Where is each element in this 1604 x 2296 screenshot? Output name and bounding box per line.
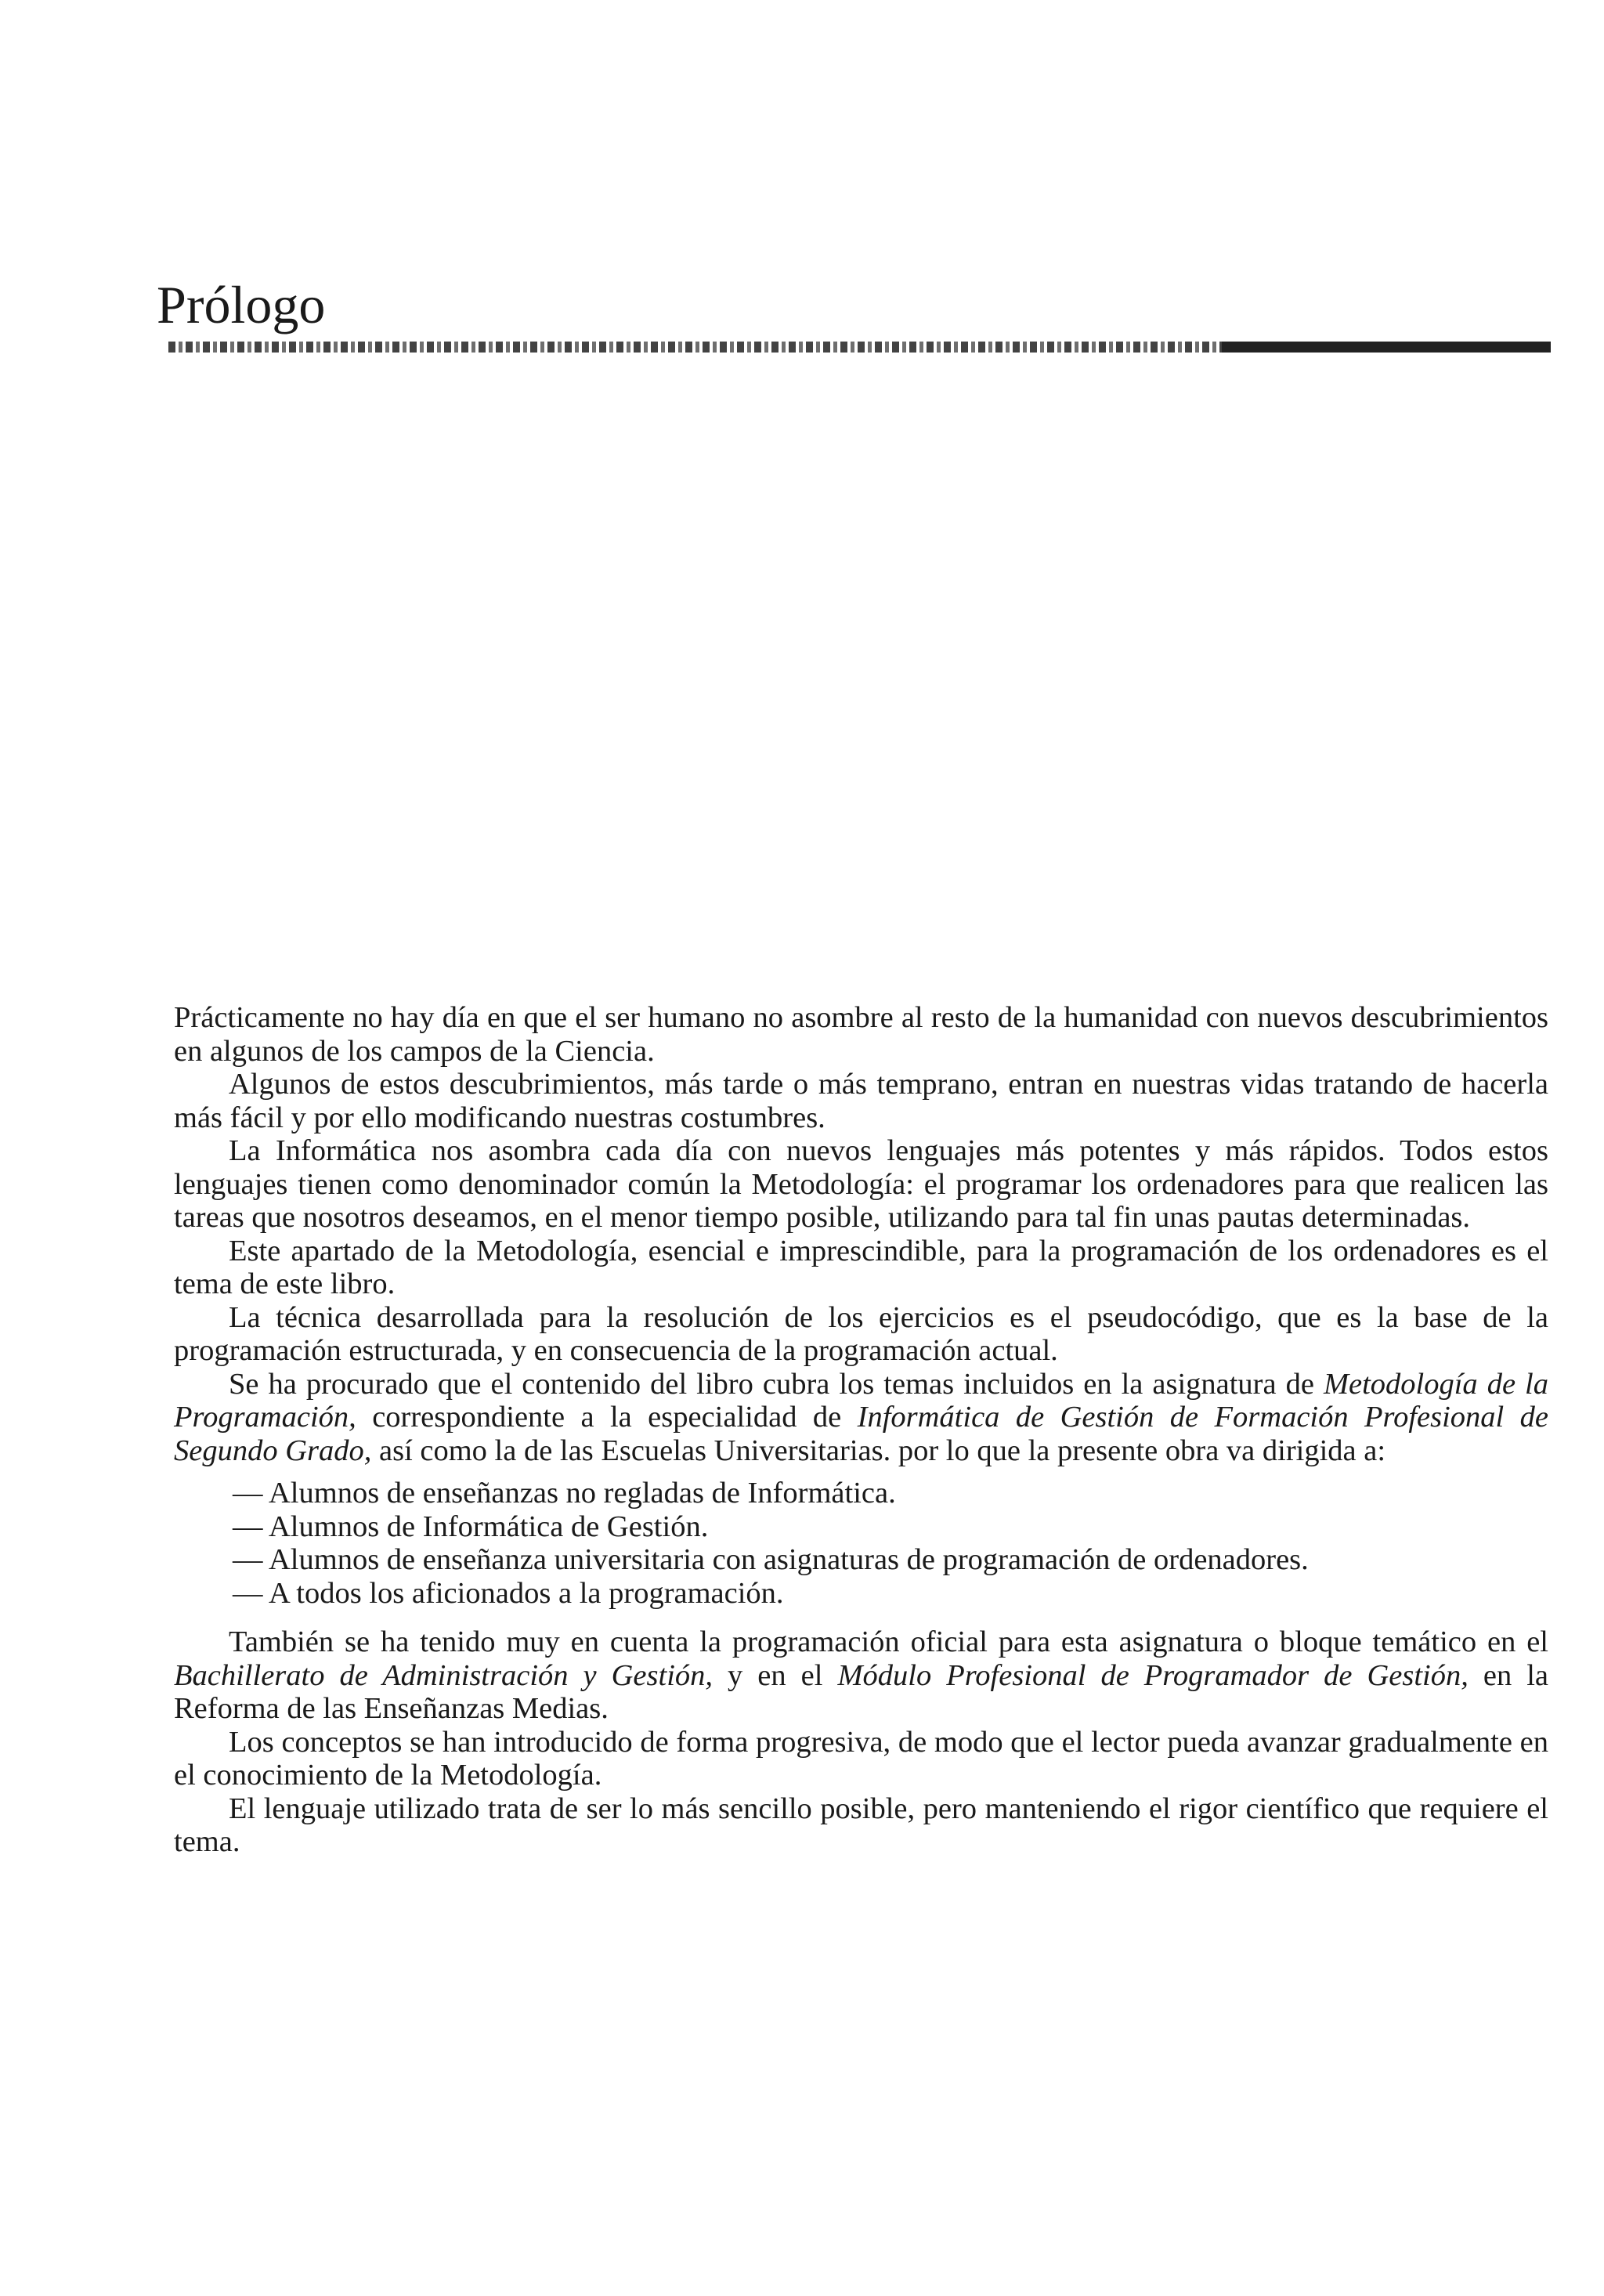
paragraph-6-text-c: correspondiente a la especialidad de — [356, 1401, 858, 1434]
list-item: — Alumnos de Informática de Gestión. — [233, 1510, 709, 1543]
paragraph-9: El lenguaje utilizado trata de ser lo más sencillo posible, pero manteniendo el rigor científico que requiere el tema. — [174, 1792, 1548, 1858]
title-rule-heavy-segment — [1222, 342, 1551, 353]
list-item: — Alumnos de enseñanzas no regladas de Informática. — [233, 1477, 896, 1510]
modulo-italic: Módulo Profesional de Programador de Gestión, — [837, 1658, 1469, 1692]
paragraph-4: Este apartado de la Metodología, esencial e imprescindible, para la programación de los ordenadores es el tema de este libro. — [174, 1234, 1548, 1300]
bachillerato-italic: Bachillerato de Administración y Gestión, — [174, 1658, 713, 1692]
paragraph-3: La Informática nos asombra cada día con nuevos lenguajes más potentes y más rápidos. Todos estos lenguajes tienen como denominador común la Metodología: el programar los ordenadores para que realicen las tareas que nosotros deseamos, en el menor tiempo posible, utilizando para tal fin unas pautas determinadas. — [174, 1134, 1548, 1234]
paragraph-7-text-c: y en el — [713, 1658, 838, 1692]
paragraph-7-text-a: También se ha tenido muy en cuenta la programación oficial para esta asignatura o bloque temático en el — [229, 1625, 1548, 1658]
specialty-name-italic: Informática de Gestión de Formación Profesional de Segundo Grado, — [174, 1401, 1549, 1467]
paragraph-6-text-a: Se ha procurado que el contenido del libro cubra los temas incluidos en la asignatura de — [229, 1367, 1324, 1401]
paragraph-7-text-e: en la Reforma de las Enseñanzas Medias. — [174, 1658, 1549, 1725]
prologue-body — [174, 1001, 1548, 1859]
paragraph-2: Algunos de estos descubrimientos, más tarde o más temprano, entran en nuestras vidas tratando de hacerla más fácil y por ello modificando nuestras costumbres. — [174, 1068, 1548, 1134]
paragraph-8: Los conceptos se han introducido de forma progresiva, de modo que el lector pueda avanzar gradualmente en el conocimiento de la Metodología. — [174, 1725, 1548, 1792]
list-item: — A todos los aficionados a la programación. — [233, 1576, 784, 1610]
paragraph-1: Prácticamente no hay día en que el ser humano no asombre al resto de la humanidad con nuevos descubrimientos en algunos de los campos de la Ciencia. — [174, 1001, 1548, 1068]
paragraph-5: La técnica desarrollada para la resolución de los ejercicios es el pseudocódigo, que es la base de la programación estructurada, y en consecuencia de la programación actual. — [174, 1300, 1548, 1367]
page-title: Prólogo — [157, 275, 326, 334]
paragraph-6-text-e: así como la de las Escuelas Universitarias. por lo que la presente obra va dirigida a: — [371, 1434, 1386, 1467]
paragraph-6 — [174, 1368, 1548, 1468]
list-item: — Alumnos de enseñanza universitaria con asignaturas de programación de ordenadores. — [233, 1543, 1309, 1576]
audience-list — [174, 1477, 1548, 1610]
course-name-italic: Metodología de la Programación, — [174, 1367, 1548, 1434]
paragraph-7 — [174, 1625, 1548, 1726]
